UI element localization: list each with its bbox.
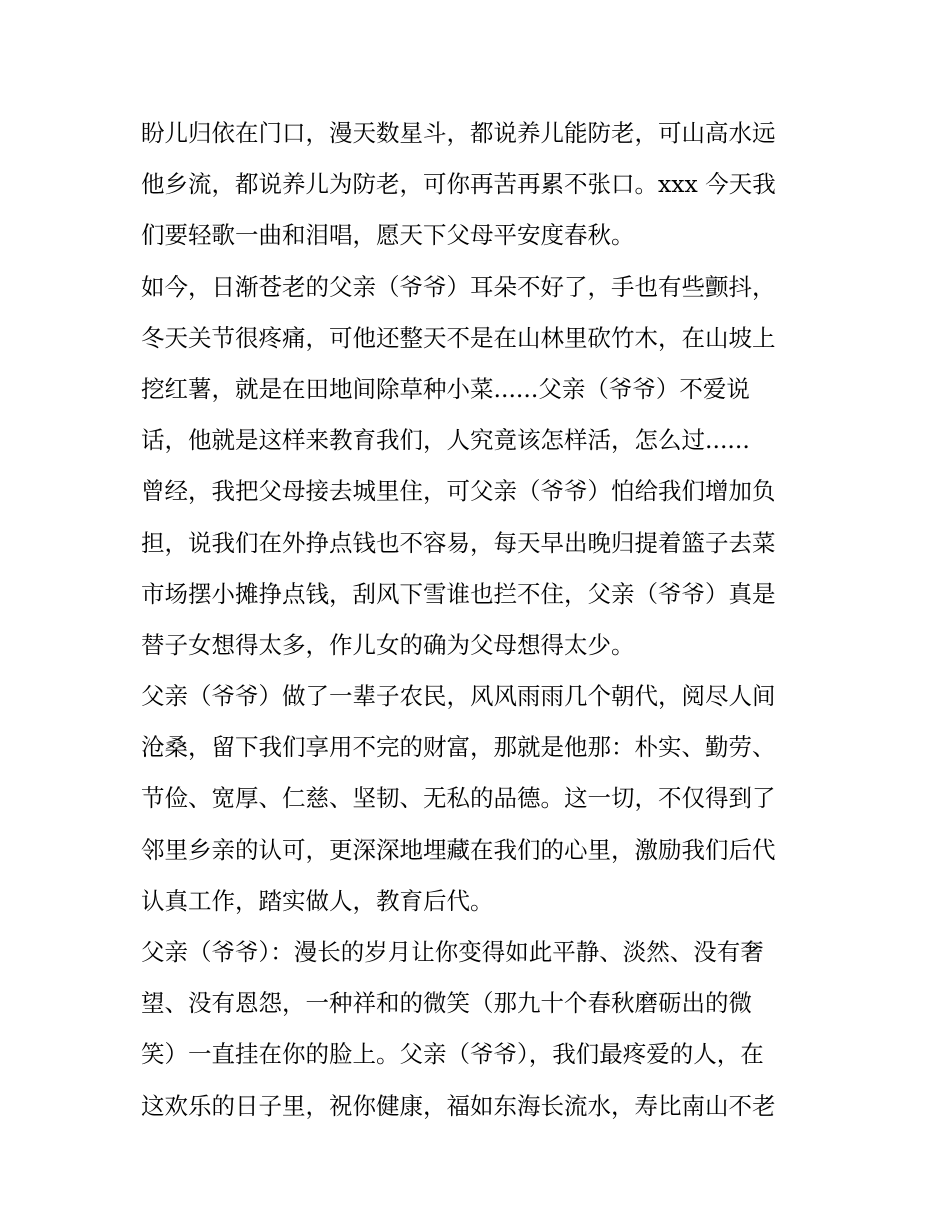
text-line: 节俭、宽厚、仁慈、坚韧、无私的品德。这一切，不仅得到了 [141, 784, 776, 813]
text-line: 们要轻歌一曲和泪唱，愿天下父母平安度春秋。 [141, 221, 635, 250]
text-line: 冬天关节很疼痛，可他还整天不是在山林里砍竹木，在山坡上 [141, 323, 776, 352]
document-body [141, 108, 813, 1132]
text-line: 市场摆小摊挣点钱，刮风下雪谁也拦不住，父亲（爷爷）真是 [141, 579, 776, 608]
text-line: 父亲（爷爷）做了一辈子农民，风风雨雨几个朝代，阅尽人间 [141, 682, 776, 711]
text-line: 盼儿归依在门口，漫天数星斗，都说养儿能防老，可山高水远 [141, 119, 776, 147]
text-line: 替子女想得太多，作儿女的确为父母想得太少。 [141, 630, 635, 659]
text-line: 邻里乡亲的认可，更深深地埋藏在我们的心里，激励我们后代 [141, 835, 776, 864]
text-line: 如今，日渐苍老的父亲（爷爷）耳朵不好了，手也有些颤抖， [141, 272, 776, 301]
text-line: 挖红薯，就是在田地间除草种小菜......父亲（爷爷）不爱说 [141, 374, 750, 403]
text-line: 沧桑，留下我们享用不完的财富，那就是他那：朴实、勤劳、 [141, 733, 776, 762]
text-line: 父亲（爷爷）：漫长的岁月让你变得如此平静、淡然、没有奢 [141, 938, 764, 966]
text-line: 话，他就是这样来教育我们，人究竟该怎样活，怎么过...... [141, 426, 750, 455]
text-line: 他乡流，都说养儿为防老，可你再苦再累不张口。xxx 今天我 [141, 170, 776, 199]
text-line: 认真工作，踏实做人，教育后代。 [141, 886, 494, 915]
text-line: 曾经，我把父母接去城里住，可父亲（爷爷）怕给我们增加负 [141, 477, 776, 506]
text-line: 这欢乐的日子里，祝你健康，福如东海长流水，寿比南山不老 [141, 1091, 776, 1120]
text-line: 担，说我们在外挣点钱也不容易，每天早出晚归提着篮子去菜 [141, 528, 776, 557]
text-line: 望、没有恩怨，一种祥和的微笑（那九十个春秋磨砺出的微 [141, 989, 752, 1018]
text-line: 笑）一直挂在你的脸上。父亲（爷爷），我们最疼爱的人，在 [141, 1040, 764, 1069]
